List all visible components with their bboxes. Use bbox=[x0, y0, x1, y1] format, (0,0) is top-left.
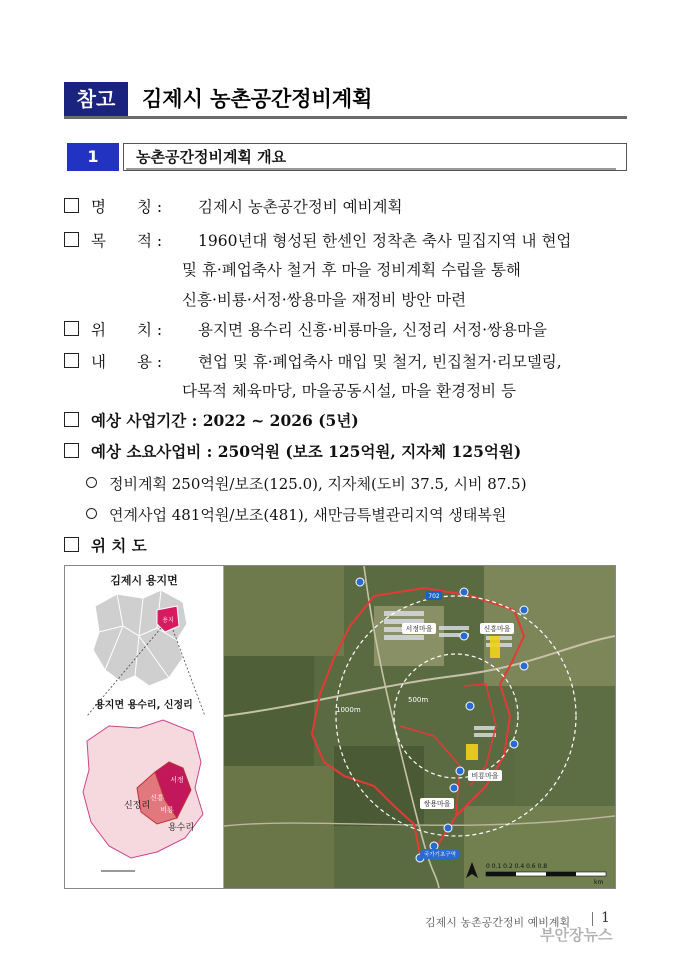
page-title: 김제시 농촌공간정비계획 bbox=[142, 87, 373, 111]
item-value: 1960년대 형성된 한센인 정착촌 축사 밀집지역 내 현업 bbox=[198, 232, 572, 250]
item-content-cont1: 다목적 체육마당, 마을공동시설, 마을 환경정비 등 bbox=[182, 382, 516, 400]
location-label: 위 치 도 bbox=[91, 536, 147, 555]
item-content bbox=[64, 352, 562, 372]
item-value: 용지면 용수리 신흥·비룡마을, 신정리 서정·쌍용마을 bbox=[198, 321, 547, 339]
section-title: 농촌공간정비계획 개요 bbox=[123, 143, 627, 171]
checkbox-square-icon bbox=[64, 537, 79, 552]
item-purpose-cont2: 신흥·비룡·서정·쌍용마을 재정비 방안 마련 bbox=[182, 291, 467, 309]
page-number: 1 bbox=[601, 910, 610, 926]
checkbox-square-icon bbox=[64, 321, 79, 336]
item-name bbox=[64, 197, 403, 217]
village-seojeong: 서정마을 bbox=[405, 625, 433, 633]
item-period bbox=[64, 411, 359, 431]
title-rule bbox=[64, 116, 627, 119]
item-purpose bbox=[64, 231, 571, 251]
road-number: 702 bbox=[428, 593, 440, 600]
ring-label-1000: 1000m bbox=[336, 706, 361, 714]
subitem-text: 연계사업 481억원/보조(481), 새만금특별관리지역 생태복원 bbox=[109, 506, 507, 524]
subitem-plan bbox=[86, 474, 527, 494]
item-label: 위 치 : bbox=[91, 321, 163, 339]
subitem-linked bbox=[86, 505, 506, 525]
bottom-tag: 국가기초구역 bbox=[424, 852, 456, 858]
item-location bbox=[64, 320, 547, 340]
village-ssangyong: 쌍용마을 bbox=[423, 800, 451, 808]
item-label: 내 용 : bbox=[91, 353, 163, 371]
label-yongsu: 용수리 bbox=[167, 823, 195, 833]
aerial-photo-svg bbox=[224, 566, 615, 888]
inset-top-title: 김제시 용지면 bbox=[110, 574, 178, 587]
scale-text: 0 0.1 0.2 0.4 0.6 0.8 bbox=[486, 863, 548, 870]
item-value: 김제시 농촌공간정비 예비계획 bbox=[198, 198, 403, 216]
inset-top-tag: 용지 bbox=[162, 617, 174, 624]
subitem-text: 정비계획 250억원/보조(125.0), 지자체(도비 37.5, 시비 87.5) bbox=[109, 475, 527, 493]
checkbox-square-icon bbox=[64, 232, 79, 247]
footer-text: 김제시 농촌공간정비 예비계획 bbox=[425, 916, 571, 929]
scale-unit: km bbox=[594, 879, 604, 886]
inset-map-svg bbox=[65, 566, 223, 888]
village-sinheung: 신흥마을 bbox=[483, 625, 511, 633]
title-badge: 참고 bbox=[64, 82, 128, 116]
circle-bullet-icon bbox=[86, 508, 97, 519]
circle-bullet-icon bbox=[86, 477, 97, 488]
item-value: 250억원 (보조 125억원, 지자체 125억원) bbox=[217, 442, 522, 461]
label-sinjeong: 신정리 bbox=[123, 801, 151, 811]
item-value: 2022 ~ 2026 (5년) bbox=[202, 411, 359, 430]
aerial-photo bbox=[224, 566, 615, 888]
village-label-a: 신흥 bbox=[150, 794, 164, 802]
checkbox-square-icon bbox=[64, 198, 79, 213]
location-map-figure bbox=[64, 565, 616, 889]
ring-label-500: 500m bbox=[408, 696, 429, 704]
checkbox-square-icon bbox=[64, 443, 79, 458]
location-heading bbox=[64, 536, 147, 556]
item-label: 예상 소요사업비 : bbox=[91, 442, 213, 461]
item-purpose-cont1: 및 휴·폐업축사 철거 후 마을 정비계획 수립을 통해 bbox=[182, 261, 521, 279]
village-label-c: 서정 bbox=[170, 776, 184, 784]
item-label: 명 칭 : bbox=[91, 198, 163, 216]
item-budget bbox=[64, 442, 521, 462]
item-value: 현업 및 휴·폐업축사 매입 및 철거, 빈집철거·리모델링, bbox=[198, 353, 562, 371]
checkbox-square-icon bbox=[64, 353, 79, 368]
inset-map bbox=[65, 566, 224, 888]
section-number: 1 bbox=[67, 143, 119, 171]
inset-bottom-title: 용지면 용수리, 신정리 bbox=[95, 700, 193, 711]
checkbox-square-icon bbox=[64, 412, 79, 427]
item-label: 예상 사업기간 : bbox=[91, 411, 198, 430]
village-label-b: 비룡 bbox=[160, 806, 174, 814]
village-biryong: 비룡마을 bbox=[471, 772, 499, 780]
watermark: 부안장뉴스 bbox=[540, 926, 613, 944]
item-label: 목 적 : bbox=[91, 232, 163, 250]
